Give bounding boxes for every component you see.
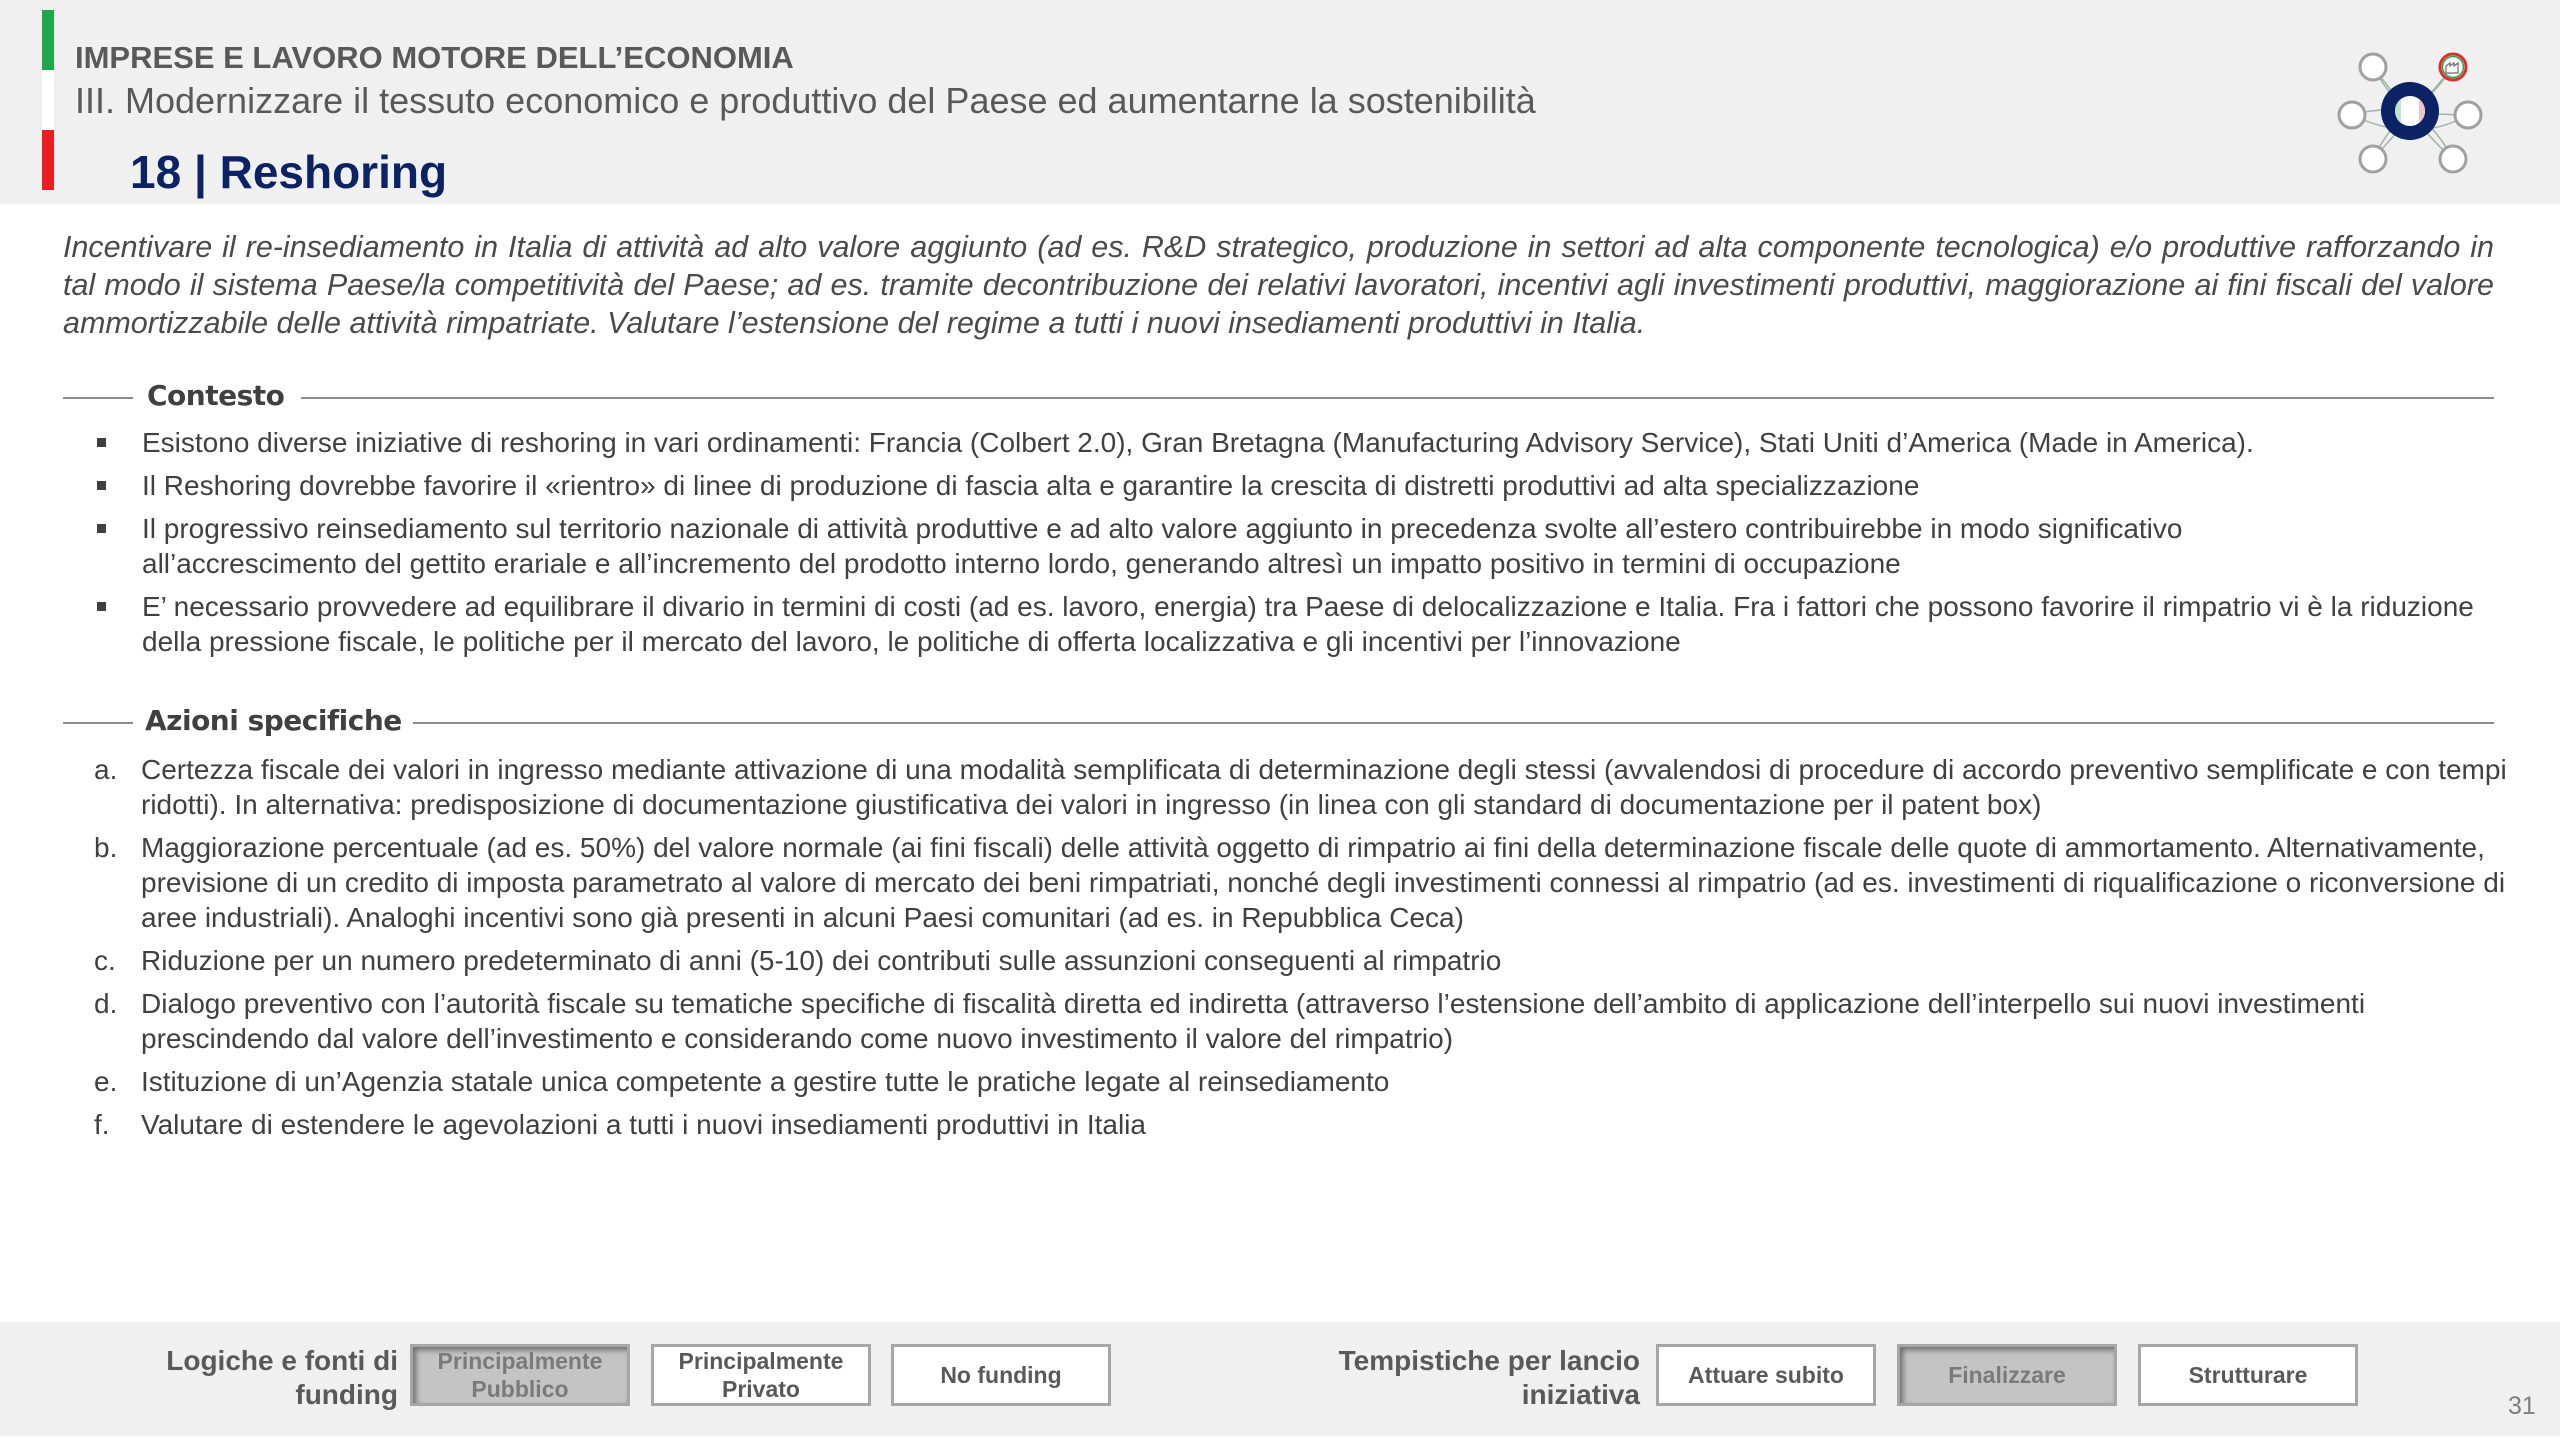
timing-option-finalizzare[interactable] (1897, 1344, 2117, 1406)
flag-stripe-red (42, 130, 54, 190)
funding-option-pubblico[interactable] (410, 1344, 630, 1406)
list-item (92, 943, 2512, 978)
bullet-text: Il Reshoring dovrebbe favorire il «rientro» di linee di produzione di fascia alta e garantire la crescita di distretti produttivi ad alta specializzazione (142, 470, 1920, 501)
bullet-text: E’ necessario provvedere ad equilibrare il divario in termini di costi (ad es. lavoro, energia) tra Paese di delocalizzazione e Italia. Fra i fattori che possono favorire il rimpatrio vi è la riduzione della pressione fiscale, le politiche per il mercato del lavoro, le politiche di offerta localizzativa e gli incentivi per l’innovazione (142, 591, 2474, 657)
list-item (92, 830, 2512, 935)
timing-label-line2: iniziativa (1521, 1379, 1640, 1410)
bullet-text: Esistono diverse iniziative di reshoring in vari ordinamenti: Francia (Colbert 2.0), Gran Bretagna (Manufacturing Advisory Service), Stati Uniti d’America (Made in America). (142, 427, 2254, 458)
flag-stripe-white (42, 70, 54, 130)
page-title: 18 | Reshoring (130, 146, 448, 198)
list-item (92, 986, 2512, 1056)
bullet-square-icon (97, 438, 106, 447)
bullet-square-icon (97, 481, 106, 490)
azioni-heading: Azioni specifiche (145, 704, 402, 737)
list-item (92, 752, 2512, 822)
item-marker: b. (94, 832, 118, 863)
funding-label-line2: funding (295, 1379, 398, 1410)
bullet-text: Il progressivo reinsediamento sul territorio nazionale di attività produttive e ad alto valore aggiunto in precedenza svolte all’estero contribuirebbe in modo significativo all’accrescimento del gettito erariale e all’incremento del prodotto interno lordo, generando altresì un impatto positivo in termini di occupazione (142, 513, 2183, 579)
divider-line (63, 722, 133, 724)
bullet-square-icon (97, 602, 106, 611)
timing-group-label (1300, 1344, 1640, 1412)
page-number: 31 (2508, 1392, 2536, 1420)
option-label: Pubblico (471, 1376, 569, 1402)
intro-paragraph: Incentivare il re-insediamento in Italia di attività ad alto valore aggiunto (ad es. R&D strategico, produzione in settori ad alta componente tecnologica) e/o produttive rafforzando in tal modo il sistema Paese/la competitività del Paese; ad es. tramite decontribuzione dei relativi lavoratori, incentivi agli investimenti produttivi, maggiorazione ai fini fiscali del valore ammortizzabile delle attività rimpatriate. Valutare l’estensione del regime a tutti i nuovi insediamenti produttivi in Italia. (63, 230, 2494, 340)
item-marker: a. (94, 754, 118, 785)
item-text: Istituzione di un’Agenzia statale unica competente a gestire tutte le pratiche legate al reinsediamento (141, 1066, 1390, 1097)
item-text: Maggiorazione percentuale (ad es. 50%) del valore normale (ai fini fiscali) delle attività oggetto di rimpatrio ai fini della determinazione fiscale delle quote di ammortamento. Alternativamente, previsione di un credito di imposta parametrato al valore di mercato dei beni rimpatriati, nonché degli investimenti connessi al rimpatrio (ad es. investimenti di riqualificazione o riconversione di aree industriali). Analoghi incentivi sono già presenti in alcuni Paesi comunitari (ad es. in Repubblica Ceca) (141, 832, 2506, 933)
divider-line (413, 722, 2494, 724)
item-text: Dialogo preventivo con l’autorità fiscale su tematiche specifiche di fiscalità diretta ed indiretta (attraverso l’estensione dell’ambito di applicazione dell’interpello sui nuovi investimenti prescindendo dal valore dell’investimento e considerando come nuovo investimento il valore del rimpatrio) (141, 988, 2366, 1054)
divider-line (301, 397, 2494, 399)
item-text: Valutare di estendere le agevolazioni a tutti i nuovi insediamenti produttivi in Italia (141, 1109, 1146, 1140)
item-marker: d. (94, 988, 118, 1019)
flag-stripe-green (42, 10, 54, 70)
item-marker: e. (94, 1066, 118, 1097)
option-label: Attuare subito (1688, 1362, 1844, 1388)
funding-group-label (120, 1344, 398, 1412)
section-subtitle: III. Modernizzare il tessuto economico e produttivo del Paese ed aumentarne la sostenibilità (75, 80, 1536, 121)
option-label: Finalizzare (1948, 1362, 2066, 1388)
timing-option-strutturare[interactable] (2138, 1344, 2358, 1406)
funding-label-line1: Logiche e fonti di (166, 1345, 398, 1376)
option-label: No funding (940, 1362, 1062, 1388)
header-band (0, 0, 2560, 204)
option-label: Strutturare (2188, 1362, 2308, 1388)
funding-option-privato[interactable] (651, 1344, 871, 1406)
factory-network-icon (2335, 45, 2485, 180)
item-text: Riduzione per un numero predeterminato di anni (5-10) dei contributi sulle assunzioni conseguenti al rimpatrio (141, 945, 1502, 976)
option-label: Privato (722, 1376, 800, 1402)
section-kicker: IMPRESE E LAVORO MOTORE DELL’ECONOMIA (75, 40, 794, 75)
list-item (97, 511, 2497, 581)
option-label: Principalmente (437, 1348, 603, 1374)
list-item (97, 468, 2497, 503)
timing-label-line1: Tempistiche per lancio (1338, 1345, 1640, 1376)
divider-line (63, 397, 133, 399)
item-text: Certezza fiscale dei valori in ingresso mediante attivazione di una modalità semplificata di determinazione degli stessi (avvalendosi di procedure di accordo preventivo semplificate e con tempi ridotti). In alternativa: predisposizione di documentazione giustificativa dei valori in ingresso (in linea con gli standard di documentazione per il patent box) (141, 754, 2507, 820)
list-item (97, 589, 2497, 659)
option-label: Principalmente (678, 1348, 844, 1374)
footer-band (0, 1322, 2560, 1436)
funding-option-no-funding[interactable] (891, 1344, 1111, 1406)
azioni-section-header (63, 704, 2494, 740)
contesto-section-header (63, 379, 2494, 415)
azioni-list (92, 752, 2512, 1150)
list-item (92, 1107, 2512, 1142)
item-marker: f. (94, 1109, 110, 1140)
bullet-square-icon (97, 524, 106, 533)
timing-option-attuare-subito[interactable] (1656, 1344, 1876, 1406)
item-marker: c. (94, 945, 116, 976)
contesto-heading: Contesto (147, 379, 285, 412)
list-item (92, 1064, 2512, 1099)
contesto-bullet-list (97, 425, 2497, 667)
list-item (97, 425, 2497, 460)
